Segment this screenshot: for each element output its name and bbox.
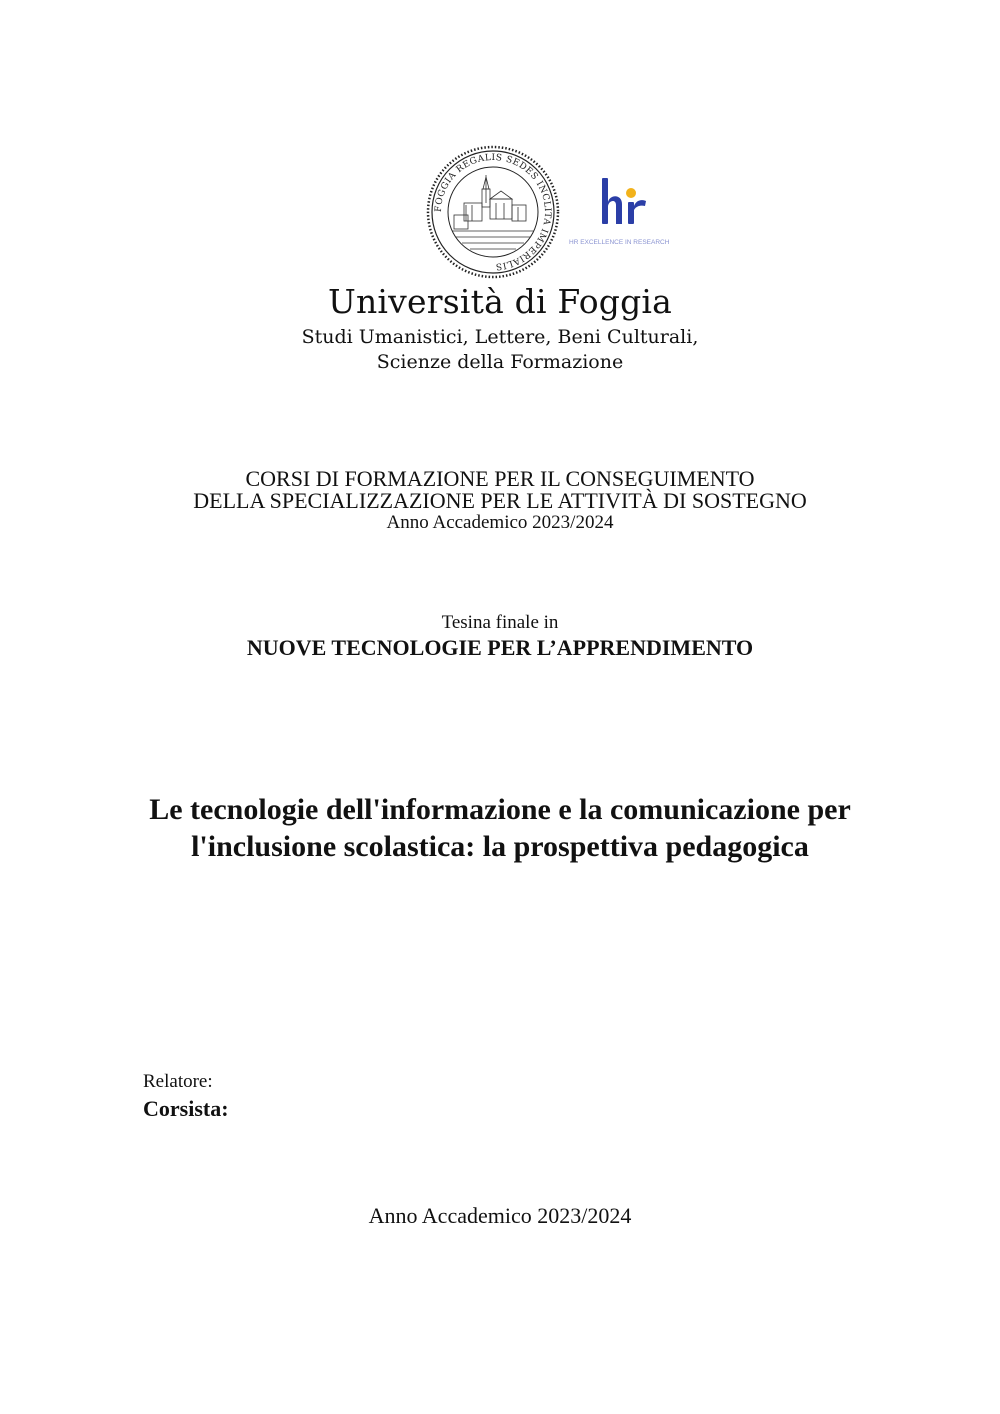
seal-text: FOGGIA REGALIS SEDES INCLITA IMPERIALIS bbox=[433, 152, 553, 272]
corsista-label: Corsista: bbox=[143, 1096, 229, 1121]
university-seal-icon bbox=[426, 145, 560, 279]
department-line-2: Scienze della Formazione bbox=[376, 351, 624, 373]
thesis-subject: NUOVE TECNOLOGIE PER L’APPRENDIMENTO bbox=[246, 635, 754, 660]
department-line-1: Studi Umanistici, Lettere, Beni Culturali, bbox=[301, 326, 699, 348]
university-name: Università di Foggia bbox=[327, 282, 673, 321]
course-line-1: CORSI DI FORMAZIONE PER IL CONSEGUIMENTO bbox=[245, 466, 755, 491]
hr-excellence-logo-icon bbox=[566, 172, 672, 252]
svg-text:FOGGIA REGALIS SEDES INCLITA I bbox=[434, 153, 552, 271]
thesis-title-line-2: l'inclusione scolastica: la prospettiva pedagogica bbox=[191, 830, 809, 863]
thesis-label: Tesina finale in bbox=[441, 612, 559, 633]
academic-year-top: Anno Accademico 2023/2024 bbox=[386, 512, 614, 533]
course-line-2: DELLA SPECIALIZZAZIONE PER LE ATTIVITÀ DI SOSTEGNO bbox=[193, 488, 807, 513]
academic-year-footer: Anno Accademico 2023/2024 bbox=[368, 1203, 632, 1228]
hr-tagline: HR EXCELLENCE IN RESEARCH bbox=[569, 239, 670, 246]
thesis-title-line-1: Le tecnologie dell'informazione e la comunicazione per bbox=[149, 793, 851, 826]
relatore-label: Relatore: bbox=[143, 1071, 213, 1092]
